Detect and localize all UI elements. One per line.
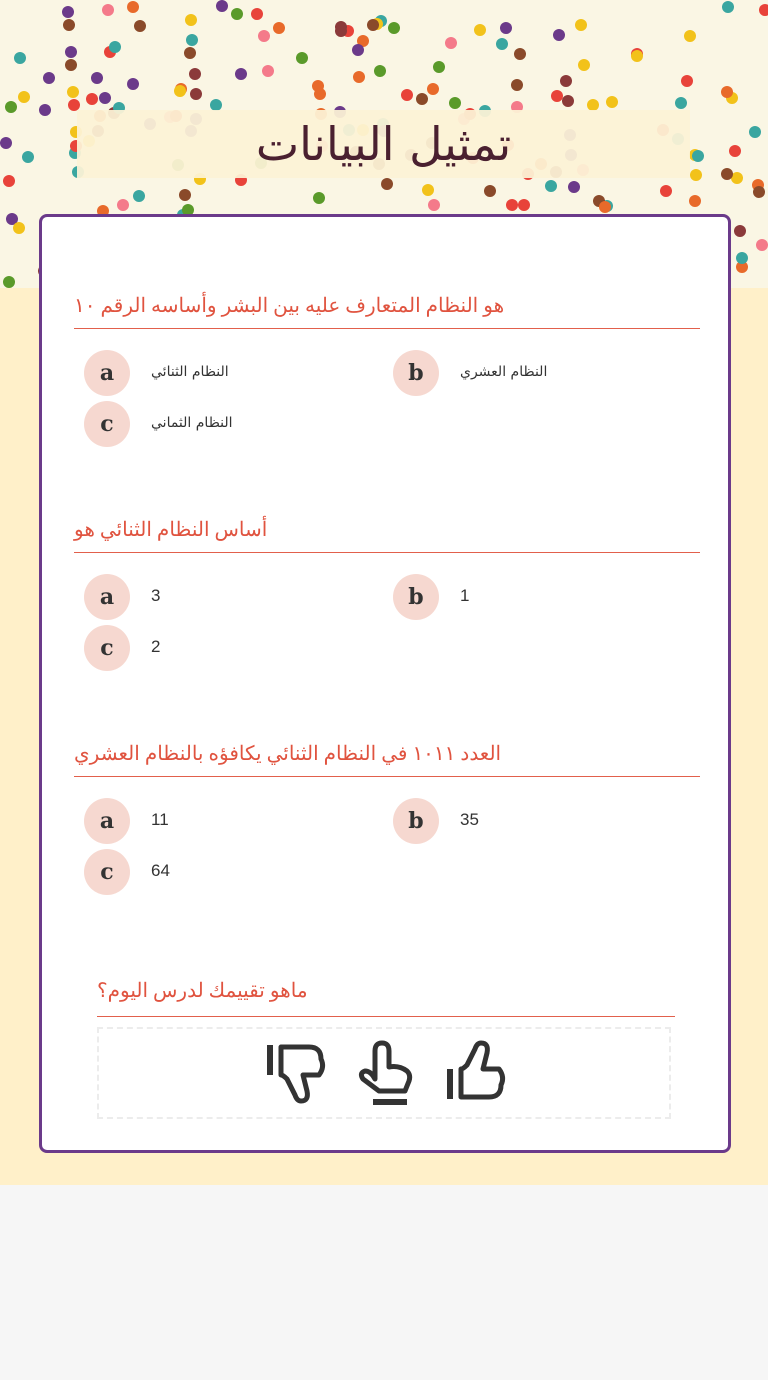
confetti-dot <box>0 137 12 149</box>
confetti-dot <box>749 126 761 138</box>
option-c-badge: c <box>84 625 130 671</box>
confetti-dot <box>568 181 580 193</box>
option-c-badge: c <box>84 849 130 895</box>
question-2-option-b[interactable] <box>393 574 673 620</box>
confetti-dot <box>734 225 746 237</box>
confetti-dot <box>474 24 486 36</box>
question-2-text: أساس النظام الثنائي هو <box>74 519 268 541</box>
confetti-dot <box>689 195 701 207</box>
question-3-text: العدد ١٠١١ في النظام الثنائي يكافؤه بالنظام العشري <box>74 743 502 765</box>
confetti-dot <box>729 145 741 157</box>
confetti-dot <box>186 34 198 46</box>
question-1-option-c[interactable] <box>84 401 364 447</box>
confetti-dot <box>759 4 768 16</box>
confetti-dot <box>756 239 768 251</box>
confetti-dot <box>506 199 518 211</box>
confetti-dot <box>352 44 364 56</box>
option-label: 2 <box>151 637 161 656</box>
confetti-dot <box>5 101 17 113</box>
confetti-dot <box>684 30 696 42</box>
pointing-hand-icon[interactable] <box>353 1039 419 1109</box>
option-label: 64 <box>151 861 170 880</box>
confetti-dot <box>721 168 733 180</box>
confetti-dot <box>578 59 590 71</box>
confetti-dot <box>65 59 77 71</box>
confetti-dot <box>416 93 428 105</box>
confetti-dot <box>127 78 139 90</box>
confetti-dot <box>22 151 34 163</box>
confetti-dot <box>575 19 587 31</box>
confetti-dot <box>484 185 496 197</box>
option-a-badge: a <box>84 798 130 844</box>
option-label: النظام الثماني <box>151 415 233 431</box>
option-b-badge: b <box>393 350 439 396</box>
confetti-dot <box>562 95 574 107</box>
confetti-dot <box>99 92 111 104</box>
question-3-option-c[interactable] <box>84 849 364 895</box>
confetti-dot <box>367 19 379 31</box>
confetti-dot <box>721 86 733 98</box>
confetti-dot <box>314 88 326 100</box>
confetti-dot <box>91 72 103 84</box>
confetti-dot <box>313 192 325 204</box>
confetti-dot <box>449 97 461 109</box>
option-label: 1 <box>460 586 470 605</box>
question-3-option-a[interactable] <box>84 798 364 844</box>
confetti-dot <box>65 46 77 58</box>
confetti-dot <box>86 93 98 105</box>
confetti-dot <box>134 20 146 32</box>
option-b-badge: b <box>393 798 439 844</box>
confetti-dot <box>251 8 263 20</box>
confetti-dot <box>262 65 274 77</box>
confetti-dot <box>428 199 440 211</box>
confetti-dot <box>545 180 557 192</box>
confetti-dot <box>422 184 434 196</box>
confetti-dot <box>675 97 687 109</box>
confetti-dot <box>496 38 508 50</box>
confetti-dot <box>381 178 393 190</box>
confetti-dot <box>258 30 270 42</box>
confetti-dot <box>231 8 243 20</box>
question-2-option-a[interactable] <box>84 574 364 620</box>
question-3-option-b[interactable] <box>393 798 673 844</box>
confetti-dot <box>518 199 530 211</box>
confetti-dot <box>690 169 702 181</box>
confetti-dot <box>401 89 413 101</box>
confetti-dot <box>273 22 285 34</box>
confetti-dot <box>606 96 618 108</box>
question-divider <box>74 328 700 329</box>
confetti-dot <box>190 88 202 100</box>
option-label: 11 <box>151 810 169 829</box>
option-b-badge: b <box>393 574 439 620</box>
confetti-dot <box>67 86 79 98</box>
confetti-dot <box>189 68 201 80</box>
confetti-dot <box>353 71 365 83</box>
confetti-dot <box>109 41 121 53</box>
confetti-dot <box>511 79 523 91</box>
confetti-dot <box>179 189 191 201</box>
confetti-dot <box>62 6 74 18</box>
confetti-dot <box>43 72 55 84</box>
confetti-dot <box>433 61 445 73</box>
confetti-dot <box>39 104 51 116</box>
option-c-badge: c <box>84 401 130 447</box>
confetti-dot <box>63 19 75 31</box>
confetti-dot <box>374 65 386 77</box>
confetti-dot <box>335 21 347 33</box>
confetti-dot <box>296 52 308 64</box>
confetti-dot <box>445 37 457 49</box>
confetti-dot <box>216 0 228 12</box>
option-a-badge: a <box>84 574 130 620</box>
confetti-dot <box>184 47 196 59</box>
option-label: 35 <box>460 810 479 829</box>
confetti-dot <box>500 22 512 34</box>
confetti-dot <box>3 175 15 187</box>
confetti-dot <box>514 48 526 60</box>
question-divider <box>74 776 700 777</box>
confetti-dot <box>388 22 400 34</box>
confetti-dot <box>692 150 704 162</box>
confetti-dot <box>553 29 565 41</box>
title-banner <box>77 110 690 178</box>
thumbs-down-icon[interactable] <box>263 1039 329 1109</box>
question-1-option-a[interactable] <box>84 350 364 396</box>
page-title: تمثيل البيانات <box>255 117 512 171</box>
confetti-dot <box>117 199 129 211</box>
confetti-dot <box>736 252 748 264</box>
rating-choices <box>97 1027 671 1119</box>
confetti-dot <box>427 83 439 95</box>
confetti-dot <box>660 185 672 197</box>
option-a-badge: a <box>84 350 130 396</box>
confetti-dot <box>560 75 572 87</box>
confetti-dot <box>13 222 25 234</box>
confetti-dot <box>722 1 734 13</box>
confetti-dot <box>133 190 145 202</box>
confetti-dot <box>235 68 247 80</box>
thumbs-up-icon[interactable] <box>443 1039 509 1109</box>
quiz-card <box>39 214 731 1153</box>
question-divider <box>74 552 700 553</box>
confetti-dot <box>185 14 197 26</box>
confetti-dot <box>127 1 139 13</box>
confetti-dot <box>681 75 693 87</box>
confetti-dot <box>3 276 15 288</box>
confetti-dot <box>753 186 765 198</box>
confetti-dot <box>599 201 611 213</box>
option-label: 3 <box>151 586 161 605</box>
question-1-text: هو النظام المتعارف عليه بين البشر وأساسه الرقم ١٠ <box>74 295 505 317</box>
rating-question-text: ماهو تقييمك لدرس اليوم؟ <box>97 980 308 1002</box>
confetti-dot <box>18 91 30 103</box>
question-1-option-b[interactable] <box>393 350 673 396</box>
confetti-dot <box>551 90 563 102</box>
question-divider <box>97 1016 675 1017</box>
confetti-dot <box>14 52 26 64</box>
question-2-option-c[interactable] <box>84 625 364 671</box>
option-label: النظام العشري <box>460 364 548 380</box>
confetti-dot <box>631 50 643 62</box>
option-label: النظام الثنائي <box>151 364 229 380</box>
confetti-dot <box>102 4 114 16</box>
confetti-dot <box>174 85 186 97</box>
